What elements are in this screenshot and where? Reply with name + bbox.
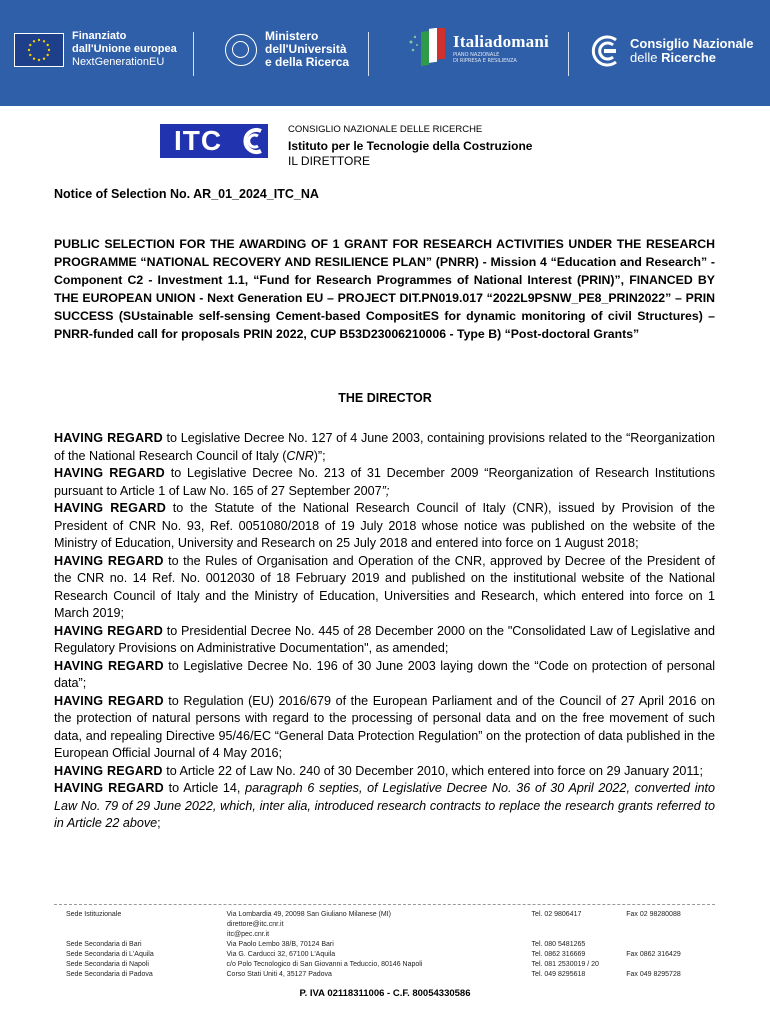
- italiadomani-title: Italiadomani: [453, 32, 549, 51]
- footer-row: Sede Secondaria di L'Aquila Via G. Carducci 32, 67100 L'Aquila Tel. 0862 316669 Fax 0862 316429: [66, 951, 681, 958]
- footer-row: Sede Secondaria di Bari Via Paolo Lembo 38/B, 70124 Bari Tel. 080 5481265: [66, 941, 586, 948]
- itc-logo: [160, 124, 268, 158]
- footer-row: Sede Secondaria di Napoli c/o Polo Tecnologico di San Giovanni a Teduccio, 80146 Napoli Tel. 081 2530019 / 20: [66, 961, 599, 968]
- cnr-line2b: Ricerche: [661, 50, 716, 65]
- footer-row: [66, 930, 706, 940]
- italiadomani-logo: [407, 28, 549, 68]
- director-heading: THE DIRECTOR: [338, 391, 432, 405]
- eu-line3: NextGenerationEU: [72, 56, 165, 68]
- itc-director-label: IL DIRETTORE: [288, 154, 371, 168]
- notice-number: Notice of Selection No. AR_01_2024_ITC_NA: [54, 187, 319, 201]
- itc-c-icon: [236, 124, 268, 158]
- regard-paragraph: HAVING REGARD to the Statute of the National Research Council of Italy (CNR), issued by Provision of the President of CNR No. 93, Ref. 0051080/2018 of 19 July 2018 whose notice was published on the website of the Ministry of Education, University and Research on 25 July 2018 and entered into force on 1 August 2018;: [54, 501, 715, 550]
- footer-email[interactable]: direttore@itc.cnr.it: [227, 921, 284, 928]
- ministry-line2: dell'Università: [265, 42, 347, 56]
- ministry-line3: e della Ricerca: [265, 55, 350, 69]
- footer: [66, 910, 706, 980]
- footer-pec[interactable]: itc@pec.cnr.it: [227, 931, 270, 938]
- footer-row: Sede Secondaria di Padova Corso Stati Uniti 4, 35127 Padova Tel. 049 8295618 Fax 049 8295728: [66, 971, 681, 978]
- header-banner: [0, 0, 770, 106]
- regard-paragraph: HAVING REGARD to Legislative Decree No. 213 of 31 December 2009 “Reorganization of Research Institutions pursuant to Article 1 of Law No. 165 of 27 September 2007”;: [54, 466, 715, 498]
- eu-line1: Finanziato: [72, 30, 127, 42]
- banner-divider: [193, 32, 194, 76]
- footer-row: [66, 920, 706, 930]
- eu-line2: dall'Unione europea: [72, 43, 177, 55]
- footer-divider: [54, 904, 715, 905]
- regard-paragraph: HAVING REGARD to Legislative Decree No. 127 of 4 June 2003, containing provisions related to the “Reorganization of the National Research Council of Italy (CNR)”;: [54, 431, 715, 463]
- eu-flag-icon: [14, 33, 64, 67]
- banner-divider: [568, 32, 569, 76]
- republic-seal-icon: [225, 34, 257, 66]
- vat-number: P. IVA 02118311006 - C.F. 80054330586: [299, 988, 471, 999]
- ministry-line1: Ministero: [265, 29, 319, 43]
- footer-row: Sede Istituzionale Via Lombardia 49, 20098 San Giuliano Milanese (MI) Tel. 02 9806417 Fax 02 98280088: [66, 911, 681, 918]
- regard-paragraph: HAVING REGARD to Legislative Decree No. 196 of 30 June 2003 laying down the “Code on protection of personal data”;: [54, 658, 716, 690]
- regard-paragraph: HAVING REGARD to Article 22 of Law No. 240 of 30 December 2010, which entered into force on 29 January 2011;: [54, 763, 703, 778]
- itc-header: [160, 124, 532, 168]
- eu-funding-logo: [14, 30, 177, 69]
- cnr-line2a: delle: [630, 50, 662, 65]
- regard-paragraph: HAVING REGARD to Article 14, paragraph 6 septies, of Legislative Decree No. 36 of 30 April 2022, converted into Law No. 79 of 29 June 2022, which, inter alia, introduced research contracts to replace the research grants referred to in Article 22 above;: [54, 781, 716, 830]
- cnr-logo: [590, 34, 754, 68]
- regard-paragraph: HAVING REGARD to Regulation (EU) 2016/679 of the European Parliament and of the Council of 27 April 2016 on the protection of natural persons with regard to the processing of personal data and on the free movement of such data, and repealing Directive 95/46/EC “General Data Protection Regulation” on the protection of data published in the European Official Journal of 4 May 2016;: [54, 693, 715, 760]
- itc-institute-name: Istituto per le Tecnologie della Costruzione: [288, 139, 533, 153]
- itc-logo-text: ITC: [160, 124, 236, 158]
- italy-flag-star-icon: [407, 28, 447, 68]
- ministry-logo: [225, 30, 349, 69]
- document-body: [54, 430, 715, 833]
- regard-paragraph: HAVING REGARD to the Rules of Organisation and Operation of the CNR, approved by Decree of the President of the CNR no. 14 Ref. No. 0012030 of 18 February 2019 and published on the institutional website of the National Research Council of Italy and the Ministry of Education, Universities and Research, which entered into force on 1 March 2019;: [54, 553, 715, 620]
- cnr-mark-icon: [590, 34, 624, 68]
- itc-council-name: CONSIGLIO NAZIONALE DELLE RICERCHE: [288, 124, 483, 135]
- italiadomani-sub2: DI RIPRESA E RESILIENZA: [453, 58, 517, 64]
- regard-paragraph: HAVING REGARD to Presidential Decree No. 445 of 28 December 2000 on the "Consolidated Law of Legislative and Regulatory Provisions on Administrative Documentation", as amended;: [54, 623, 715, 655]
- cnr-line1: Consiglio Nazionale: [630, 36, 754, 51]
- italiadomani-sub1: PIANO NAZIONALE: [453, 52, 500, 58]
- banner-divider: [368, 32, 369, 76]
- selection-subject: PUBLIC SELECTION FOR THE AWARDING OF 1 GRANT FOR RESEARCH ACTIVITIES UNDER THE RESEARCH PROGRAMME “NATIONAL RECOVERY AND RESILIENCE PLAN” (PNRR) - Mission 4 “Education and Research” - Component C2 - Investment 1.1, “Fund for Research Programmes of National Interest (PRIN)”, FINANCED BY THE EUROPEAN UNION - Next Generation EU – PROJECT DIT.PN019.017 “2022L9PSNW_PE8_PRIN2022” – PRIN SUCCESS (SUstainable self-sensing Cement-based CompositES for dynamic monitoring of civil Structures) – PNRR-funded call for proposals PRIN 2022, CUP B53D23006210006 - Type B) “Post-doctoral Grants”: [54, 237, 715, 341]
